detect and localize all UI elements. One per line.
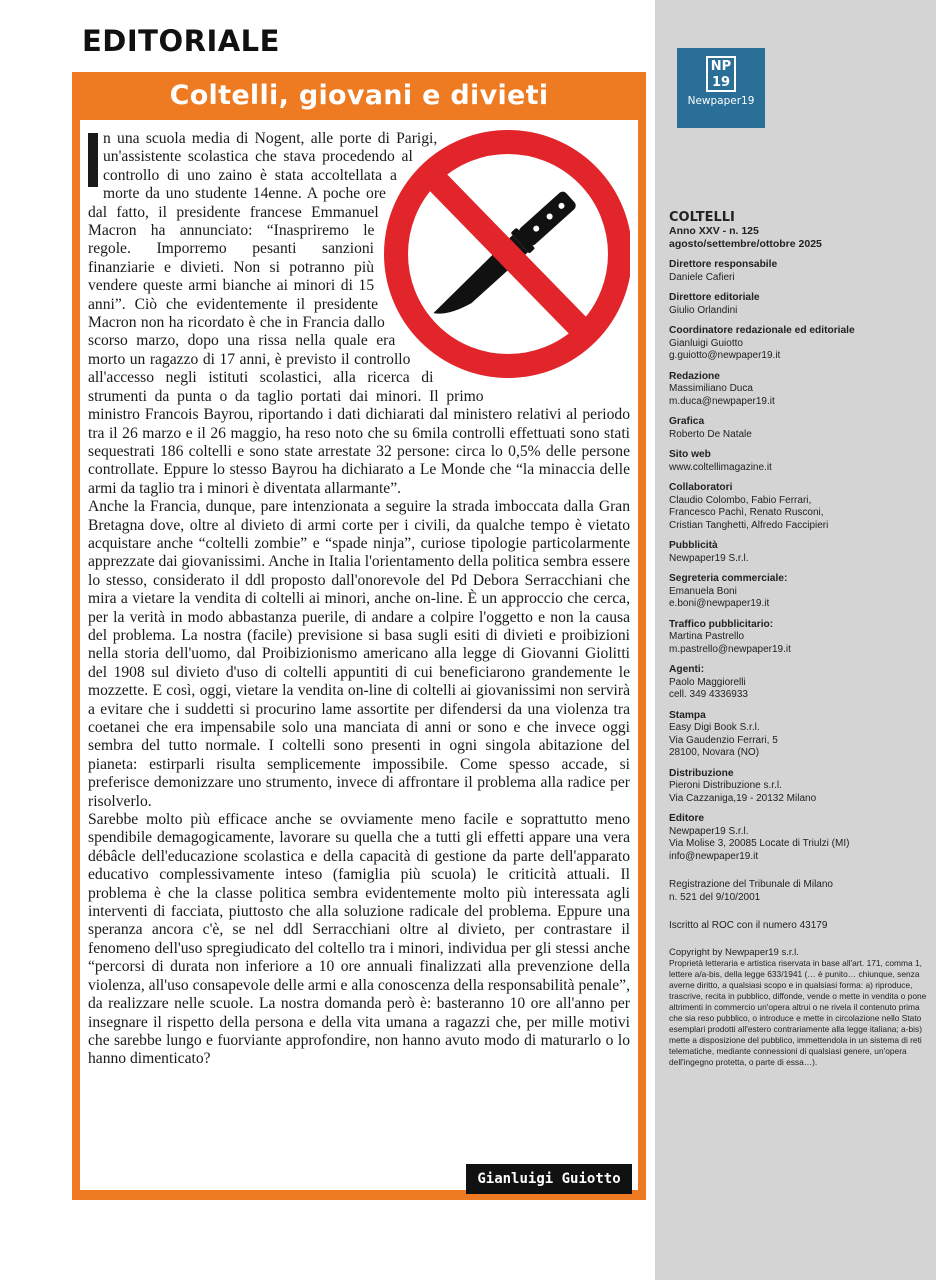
newpaper19-logo <box>677 48 765 128</box>
magazine-title: COLTELLI <box>669 210 735 225</box>
credit-line: g.guiotto@newpaper19.it <box>669 350 781 361</box>
credit-line: e.boni@newpaper19.it <box>669 598 770 609</box>
credit-line: Claudio Colombo, Fabio Ferrari, <box>669 494 812 506</box>
credit-line: Newpaper19 S.r.l. <box>669 825 749 837</box>
credit-line: www.coltellimagazine.it <box>669 461 772 473</box>
credit-heading: Distribuzione <box>669 767 734 779</box>
logo-word: Newpaper19 <box>687 95 755 107</box>
credit-heading: Traffico pubblicitario: <box>669 618 774 630</box>
registration-note: Registrazione del Tribunale di Milano n. 521 del 9/10/2001 <box>669 879 833 903</box>
credit-block <box>669 259 936 284</box>
credit-line: 28100, Novara (NO) <box>669 747 760 758</box>
credit-line: Francesco Pachì, Renato Rusconi, <box>669 507 824 518</box>
credit-block <box>669 325 936 363</box>
no-knife-sign-icon <box>378 130 630 388</box>
credit-heading: Stampa <box>669 709 706 721</box>
credit-heading: Pubblicità <box>669 540 718 551</box>
credit-line: Roberto De Natale <box>669 428 752 440</box>
legal-notice: Proprietà letteraria e artistica riservata in base all'art. 171, comma 1, lettere a/a-bis, della legge 633/1941 (… è punito… chiunque, senza averne diritto, a qualsiasi scopo e in qualsiasi forma: a) riproduce, trascrive, recita in pubblico, diffonde, vende o mette in vendita o pone altrimenti in commercio un'opera altrui o ne rivela il contenuto prima che sia reso pubblico, o introduce e mette in circolazione nello Stato esemplari prodotti all'estero contrariamente alla legge italiana; a-bis) mette a disposizione del pubblico, immettendola in un sistema di reti telematiche, mediante connessioni di qualsiasi genere, un'opera dell'ingegno protetta, o parte di essa…). <box>669 958 927 1067</box>
credit-heading: Editore <box>669 813 705 824</box>
credit-line: cell. 349 4336933 <box>669 689 748 700</box>
credit-line: m.pastrello@newpaper19.it <box>669 643 791 655</box>
credit-line: Emanuela Boni <box>669 585 737 597</box>
credit-block <box>669 710 936 760</box>
credit-line: Newpaper19 S.r.l. <box>669 552 749 564</box>
credit-heading: Direttore responsabile <box>669 259 778 270</box>
credit-line: Via Molise 3, 20085 Locate di Triulzi (MI) <box>669 838 850 849</box>
credit-heading: Sito web <box>669 449 711 460</box>
dropcap-bar <box>88 133 98 187</box>
credit-line: Easy Digi Book S.r.l. <box>669 722 760 733</box>
credit-line: Cristian Tanghetti, Alfredo Faccipieri <box>669 519 829 531</box>
credit-line: Pieroni Distribuzione s.r.l. <box>669 780 782 791</box>
masthead-sidebar <box>655 0 936 1280</box>
logo-mark: NP 19 <box>706 56 736 92</box>
article-body <box>88 130 630 1140</box>
credit-heading: Coordinatore redazionale ed editoriale <box>669 325 855 336</box>
credit-heading: Collaboratori <box>669 482 733 493</box>
credit-heading: Agenti: <box>669 664 705 675</box>
credit-block <box>669 813 936 863</box>
credit-heading: Grafica <box>669 416 705 427</box>
credit-line: Massimiliano Duca <box>669 383 753 394</box>
credit-heading: Direttore editoriale <box>669 292 760 303</box>
credit-line: info@newpaper19.it <box>669 850 759 862</box>
credit-line: Via Cazzaniga,19 - 20132 Milano <box>669 792 817 804</box>
credit-line: m.duca@newpaper19.it <box>669 395 775 407</box>
credit-line: Giulio Orlandini <box>669 304 738 316</box>
credit-heading: Redazione <box>669 370 720 382</box>
credit-line: Martina Pastrello <box>669 631 745 642</box>
credit-block <box>669 292 936 317</box>
credit-block <box>669 664 936 702</box>
credit-line: Paolo Maggiorelli <box>669 676 746 688</box>
credit-block <box>669 619 936 657</box>
headline: Coltelli, giovani e divieti <box>169 80 549 111</box>
credit-block <box>669 768 936 806</box>
credit-block <box>669 371 936 409</box>
credit-line: Daniele Cafieri <box>669 271 735 283</box>
credit-block <box>669 482 936 532</box>
roc-note: Iscritto al ROC con il numero 43179 <box>669 920 828 931</box>
masthead-credits <box>669 259 936 863</box>
credit-heading: Segreteria commerciale: <box>669 573 788 584</box>
issue-number: Anno XXV - n. 125 <box>669 225 759 237</box>
article-paragraph: n una scuola media di Nogent, alle porte di Parigi, un'assistente scolastica che stava procedendo al controllo di uno zaino è stata accoltellata a morte da uno studente 14enne. A poche ore dal fatto, il presidente francese Emmanuel Macron ha annunciato: “Inaspriremo le regole. Imporremo pesanti sanzioni finanziarie e divieti. Non si potranno più vendere queste armi bianche ai minori di 15 anni”. Ciò che evidentemente il presidente Macron non ha ricordato è che in Francia dallo scorso marzo, dopo una rissa nella quale era morto un ragazzo di 17 anni, è previsto il controllo all'accesso negli istituti scolastici, alla ricerca di strumenti da punta o da taglio portati dai minori. Il primo ministro Francois Bayrou, riportando i dati dichiarati dal ministero relativi al periodo tra il 26 marzo e il 26 maggio, ha reso noto che su 6mila controlli effettuati sono stati sequestrati 186 coltelli e sono state arrestate 32 persone: circa lo 0,5% delle persone controllate. Eppure lo stesso Bayrou ha dichiarato a Le Monde che “la minaccia delle armi da taglio tra i minori è diventata allarmante”. <box>88 130 630 497</box>
credit-line: Gianluigi Guiotto <box>669 337 743 349</box>
credit-block <box>669 449 936 474</box>
issue-date: agosto/settembre/ottobre 2025 <box>669 238 822 250</box>
copyright-line: Copyright by Newpaper19 s.r.l. <box>669 946 799 958</box>
credit-block <box>669 540 936 565</box>
article-paragraph: Anche la Francia, dunque, pare intenzionata a seguire la strada imboccata dalla Gran Bretagna dove, oltre al divieto di armi corte per i civili, da qualche tempo è vietato acquistare anche “coltelli zombie” e “spade ninja”, curiose tipologie particolarmente apprezzate dai giovanissimi. Anche in Italia l'orientamento della politica sembra essere lo stesso, considerato il ddl proposto dall'onorevole del Pd Debora Serracchiani che mira a vietare la vendita di coltelli ai minori, anche on-line. È un approccio che cerca, per la verità in modo abbastanza puerile, di andare a colpire l'oggetto e non la causa del problema. La nostra (facile) previsione si basa sugli esiti di divieti e proibizioni nella storia dell'uomo, dal Proibizionismo americano alla legge di Giovanni Giolitti del 1908 sul divieto d'uso di coltelli appuntiti di cui beneficiarono grandemente le mozzette. E così, oggi, vietare la vendita on-line di coltelli ai giovanissimi non servirà a evitare che i suddetti si procurino lame assortite per difendersi da una violenza tra coetanei che era impensabile solo una manciata di anni or sono e che invece oggi sembra del tutto normale. I coltelli sono presenti in ogni singola abitazione del pianeta: estirparli risulta semplicemente impossibile. Come spesso accade, si preferisce demonizzare uno strumento, invece di affrontare il problema alla radice per risolverlo. <box>88 498 630 810</box>
credit-block <box>669 416 936 441</box>
section-label: EDITORIALE <box>82 24 280 58</box>
author-signature: Gianluigi Guiotto <box>466 1164 632 1194</box>
credit-block <box>669 573 936 611</box>
credit-line: Via Gaudenzio Ferrari, 5 <box>669 734 778 746</box>
article-paragraph: Sarebbe molto più efficace anche se ovviamente meno facile e soprattutto meno spendibile demagogicamente, lavorare su quella che a tutti gli effetti appare una vera débâcle dell'educazione scolastica e della capacità di gestione da parte dell'apparato educativo complessivamente inteso (famiglia più scuola) le criticità attuali. Il problema è che la classe politica sembra evidentemente molto più interessata agli interventi di facciata, piuttosto che alla soluzione radicale del problema. Eppure una speranza ancora c'è, se nel ddl Serracchiani oltre al divieto, per contrastare il fenomeno dell'uso spregiudicato del coltello tra i minori, individua per gli stessi anche “percorsi di durata non inferiore a 10 ore annuali finalizzati alla prevenzione della violenza, all'uso consapevole delle armi e alla conoscenza della responsabilità penale”, da realizzare nelle scuole. La nostra domanda però è: basteranno 10 ore all'anno per insegnare il rispetto della persona e della vita umana a ragazzi che, per mille motivi che sarebbe lungo e fuorviante approfondire, non hanno avuto modo di maturarlo o lo hanno dimenticato? <box>88 811 630 1068</box>
